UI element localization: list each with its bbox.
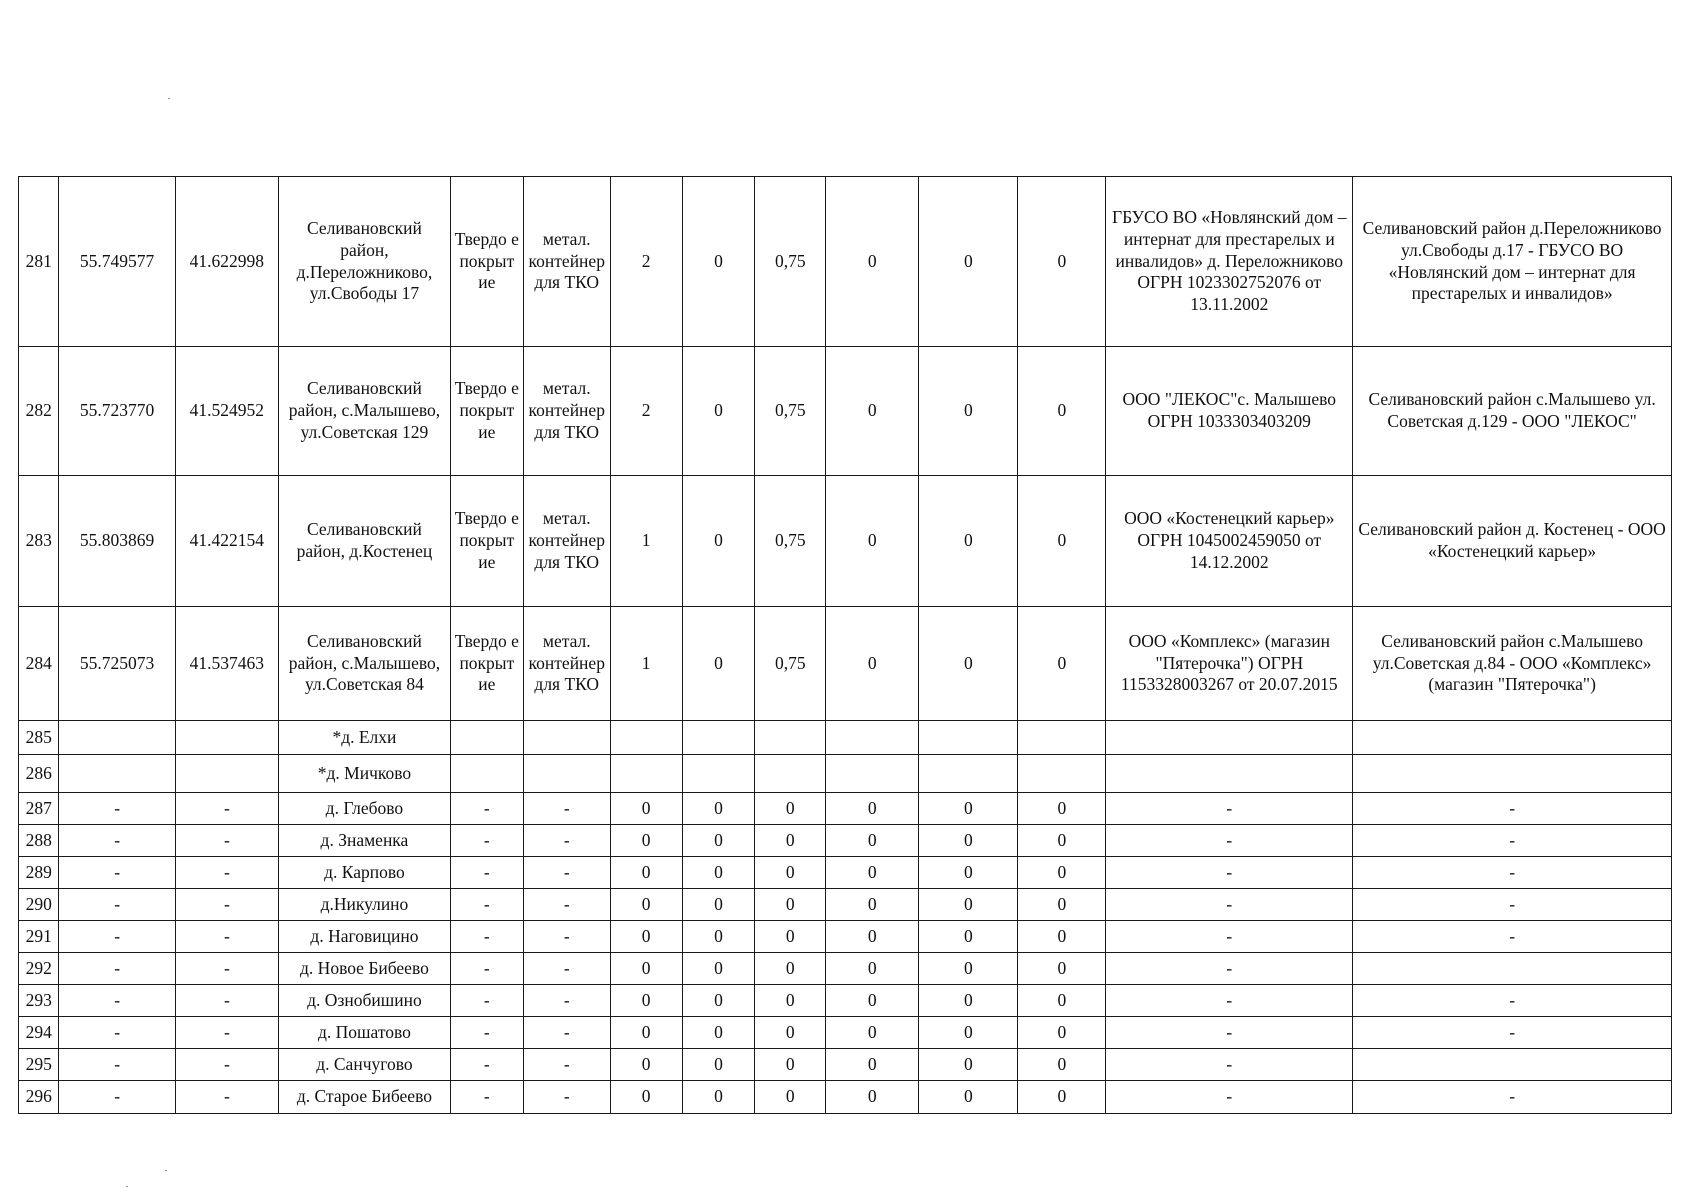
volume-cell: 0 — [755, 953, 826, 985]
table-row — [19, 607, 1672, 721]
row-number-cell: 291 — [19, 921, 59, 953]
owner-cell: - — [1106, 1081, 1353, 1114]
bunker-count-cell: 0 — [826, 347, 919, 476]
address-cell: д. Знаменка — [278, 825, 450, 857]
scan-speck — [165, 1170, 167, 1171]
address-cell: Селивановский район, с.Малышево, ул.Советская 84 — [278, 607, 450, 721]
volume-cell: 0 — [755, 889, 826, 921]
bunker-planned-cell: 0 — [919, 921, 1018, 953]
latitude-cell: 55.749577 — [59, 177, 175, 347]
bunker-volume-cell: 0 — [1018, 1017, 1106, 1049]
bunker-planned-cell — [919, 721, 1018, 755]
owner-cell: - — [1106, 985, 1353, 1017]
volume-cell: 0 — [755, 921, 826, 953]
surface-cell: - — [450, 793, 523, 825]
bunker-planned-cell: 0 — [919, 607, 1018, 721]
bunker-count-cell: 0 — [826, 857, 919, 889]
volume-cell: 0 — [755, 1081, 826, 1114]
table-row — [19, 721, 1672, 755]
surface-cell: - — [450, 1081, 523, 1114]
bunker-volume-cell — [1018, 721, 1106, 755]
bunker-count-cell: 0 — [826, 1049, 919, 1081]
surface-cell: - — [450, 953, 523, 985]
owner-cell — [1106, 755, 1353, 793]
row-number-cell: 292 — [19, 953, 59, 985]
bunker-volume-cell: 0 — [1018, 1081, 1106, 1114]
bunker-count-cell: 0 — [826, 607, 919, 721]
surface-cell: Твердо е покрыт ие — [450, 177, 523, 347]
source-cell — [1353, 755, 1672, 793]
longitude-cell: - — [175, 1081, 278, 1114]
address-cell: д. Наговицино — [278, 921, 450, 953]
containers-count-cell: 0 — [610, 1017, 682, 1049]
volume-cell — [755, 721, 826, 755]
row-number-cell: 281 — [19, 177, 59, 347]
container-type-cell: метал. контейнер для ТКО — [523, 607, 610, 721]
bunker-count-cell: 0 — [826, 476, 919, 607]
longitude-cell: 41.524952 — [175, 347, 278, 476]
source-cell: - — [1353, 1017, 1672, 1049]
source-cell: - — [1353, 985, 1672, 1017]
address-cell: д. Глебово — [278, 793, 450, 825]
containers-count-cell: 0 — [610, 953, 682, 985]
bunker-planned-cell — [919, 755, 1018, 793]
planned-count-cell — [682, 721, 755, 755]
latitude-cell — [59, 755, 175, 793]
table-row — [19, 755, 1672, 793]
container-type-cell: - — [523, 825, 610, 857]
latitude-cell: - — [59, 1017, 175, 1049]
address-cell: д. Пошатово — [278, 1017, 450, 1049]
owner-cell: - — [1106, 825, 1353, 857]
surface-cell: - — [450, 921, 523, 953]
owner-cell: - — [1106, 793, 1353, 825]
table-row — [19, 1081, 1672, 1114]
volume-cell: 0,75 — [755, 476, 826, 607]
table-body — [19, 177, 1672, 1114]
planned-count-cell: 0 — [682, 607, 755, 721]
source-cell: Селивановский район с.Малышево ул.Советская д.84 - ООО «Комплекс» (магазин "Пятерочка") — [1353, 607, 1672, 721]
table-row — [19, 825, 1672, 857]
latitude-cell: 55.725073 — [59, 607, 175, 721]
containers-count-cell: 1 — [610, 607, 682, 721]
bunker-volume-cell: 0 — [1018, 889, 1106, 921]
address-cell: *д. Елхи — [278, 721, 450, 755]
owner-cell: - — [1106, 889, 1353, 921]
source-cell: Селивановский район с.Малышево ул. Советская д.129 - ООО "ЛЕКОС" — [1353, 347, 1672, 476]
bunker-planned-cell: 0 — [919, 889, 1018, 921]
longitude-cell: - — [175, 1017, 278, 1049]
bunker-planned-cell: 0 — [919, 177, 1018, 347]
container-type-cell: - — [523, 921, 610, 953]
containers-count-cell: 0 — [610, 1081, 682, 1114]
bunker-volume-cell: 0 — [1018, 476, 1106, 607]
address-cell: д. Новое Бибеево — [278, 953, 450, 985]
longitude-cell — [175, 755, 278, 793]
row-number-cell: 293 — [19, 985, 59, 1017]
latitude-cell: - — [59, 1081, 175, 1114]
surface-cell: - — [450, 825, 523, 857]
address-cell: Селивановский район, д.Переложниково, ул.Свободы 17 — [278, 177, 450, 347]
container-type-cell: - — [523, 1049, 610, 1081]
table-row — [19, 1049, 1672, 1081]
containers-count-cell: 0 — [610, 889, 682, 921]
planned-count-cell — [682, 755, 755, 793]
planned-count-cell: 0 — [682, 177, 755, 347]
planned-count-cell: 0 — [682, 985, 755, 1017]
volume-cell: 0 — [755, 1049, 826, 1081]
bunker-count-cell — [826, 755, 919, 793]
latitude-cell — [59, 721, 175, 755]
planned-count-cell: 0 — [682, 857, 755, 889]
owner-cell: - — [1106, 921, 1353, 953]
containers-count-cell: 0 — [610, 985, 682, 1017]
container-type-cell — [523, 755, 610, 793]
surface-cell: Твердо е покрыт ие — [450, 607, 523, 721]
containers-count-cell: 2 — [610, 177, 682, 347]
bunker-count-cell: 0 — [826, 825, 919, 857]
container-type-cell: - — [523, 857, 610, 889]
container-type-cell: - — [523, 985, 610, 1017]
latitude-cell: - — [59, 857, 175, 889]
table-row — [19, 476, 1672, 607]
row-number-cell: 289 — [19, 857, 59, 889]
containers-count-cell — [610, 721, 682, 755]
source-cell: - — [1353, 889, 1672, 921]
bunker-volume-cell — [1018, 755, 1106, 793]
container-type-cell: - — [523, 953, 610, 985]
table-row — [19, 857, 1672, 889]
planned-count-cell: 0 — [682, 889, 755, 921]
longitude-cell: - — [175, 793, 278, 825]
volume-cell: 0 — [755, 825, 826, 857]
bunker-count-cell: 0 — [826, 1017, 919, 1049]
containers-count-cell: 1 — [610, 476, 682, 607]
bunker-count-cell: 0 — [826, 985, 919, 1017]
row-number-cell: 286 — [19, 755, 59, 793]
bunker-planned-cell: 0 — [919, 347, 1018, 476]
latitude-cell: 55.803869 — [59, 476, 175, 607]
longitude-cell: 41.622998 — [175, 177, 278, 347]
bunker-count-cell: 0 — [826, 921, 919, 953]
surface-cell — [450, 721, 523, 755]
longitude-cell: 41.537463 — [175, 607, 278, 721]
containers-count-cell — [610, 755, 682, 793]
table-row — [19, 177, 1672, 347]
bunker-volume-cell: 0 — [1018, 857, 1106, 889]
table-row — [19, 953, 1672, 985]
source-cell: - — [1353, 825, 1672, 857]
longitude-cell — [175, 721, 278, 755]
source-cell: - — [1353, 793, 1672, 825]
source-cell: - — [1353, 857, 1672, 889]
surface-cell: Твердо е покрыт ие — [450, 476, 523, 607]
bunker-volume-cell: 0 — [1018, 825, 1106, 857]
bunker-volume-cell: 0 — [1018, 347, 1106, 476]
latitude-cell: - — [59, 953, 175, 985]
container-sites-table — [18, 176, 1672, 1114]
row-number-cell: 294 — [19, 1017, 59, 1049]
bunker-volume-cell: 0 — [1018, 985, 1106, 1017]
row-number-cell: 295 — [19, 1049, 59, 1081]
table-row — [19, 985, 1672, 1017]
source-cell — [1353, 953, 1672, 985]
bunker-count-cell: 0 — [826, 953, 919, 985]
row-number-cell: 288 — [19, 825, 59, 857]
owner-cell: ООО "ЛЕКОС"с. Малышево ОГРН 1033303403209 — [1106, 347, 1353, 476]
surface-cell: - — [450, 857, 523, 889]
owner-cell — [1106, 721, 1353, 755]
surface-cell: - — [450, 1017, 523, 1049]
bunker-count-cell: 0 — [826, 793, 919, 825]
row-number-cell: 283 — [19, 476, 59, 607]
bunker-planned-cell: 0 — [919, 476, 1018, 607]
volume-cell: 0 — [755, 793, 826, 825]
surface-cell: - — [450, 985, 523, 1017]
table-row — [19, 921, 1672, 953]
row-number-cell: 282 — [19, 347, 59, 476]
volume-cell: 0 — [755, 985, 826, 1017]
bunker-volume-cell: 0 — [1018, 953, 1106, 985]
source-cell — [1353, 721, 1672, 755]
surface-cell: - — [450, 1049, 523, 1081]
volume-cell: 0,75 — [755, 607, 826, 721]
volume-cell: 0 — [755, 857, 826, 889]
surface-cell: - — [450, 889, 523, 921]
container-type-cell: метал. контейнер для ТКО — [523, 476, 610, 607]
bunker-volume-cell: 0 — [1018, 921, 1106, 953]
row-number-cell: 287 — [19, 793, 59, 825]
scan-speck — [126, 1186, 128, 1187]
bunker-planned-cell: 0 — [919, 793, 1018, 825]
bunker-planned-cell: 0 — [919, 985, 1018, 1017]
longitude-cell: 41.422154 — [175, 476, 278, 607]
containers-count-cell: 0 — [610, 921, 682, 953]
container-type-cell — [523, 721, 610, 755]
row-number-cell: 285 — [19, 721, 59, 755]
bunker-count-cell: 0 — [826, 177, 919, 347]
planned-count-cell: 0 — [682, 953, 755, 985]
source-cell: - — [1353, 1081, 1672, 1114]
planned-count-cell: 0 — [682, 1049, 755, 1081]
container-type-cell: метал. контейнер для ТКО — [523, 347, 610, 476]
address-cell: д. Санчугово — [278, 1049, 450, 1081]
bunker-planned-cell: 0 — [919, 953, 1018, 985]
table-row — [19, 889, 1672, 921]
bunker-volume-cell: 0 — [1018, 793, 1106, 825]
table-row — [19, 793, 1672, 825]
planned-count-cell: 0 — [682, 921, 755, 953]
latitude-cell: - — [59, 1049, 175, 1081]
bunker-planned-cell: 0 — [919, 825, 1018, 857]
planned-count-cell: 0 — [682, 1017, 755, 1049]
owner-cell: - — [1106, 857, 1353, 889]
latitude-cell: - — [59, 825, 175, 857]
address-cell: д. Старое Бибеево — [278, 1081, 450, 1114]
bunker-planned-cell: 0 — [919, 857, 1018, 889]
source-cell: Селивановский район д.Переложниково ул.Свободы д.17 - ГБУСО ВО «Новлянский дом – интернат для престарелых и инвалидов» — [1353, 177, 1672, 347]
bunker-planned-cell: 0 — [919, 1049, 1018, 1081]
bunker-count-cell: 0 — [826, 1081, 919, 1114]
containers-count-cell: 2 — [610, 347, 682, 476]
owner-cell: ООО «Комплекс» (магазин "Пятерочка") ОГРН 1153328003267 от 20.07.2015 — [1106, 607, 1353, 721]
volume-cell: 0 — [755, 1017, 826, 1049]
source-cell: Селивановский район д. Костенец - ООО «Костенецкий карьер» — [1353, 476, 1672, 607]
containers-count-cell: 0 — [610, 857, 682, 889]
row-number-cell: 284 — [19, 607, 59, 721]
table-row — [19, 1017, 1672, 1049]
latitude-cell: 55.723770 — [59, 347, 175, 476]
containers-count-cell: 0 — [610, 1049, 682, 1081]
planned-count-cell: 0 — [682, 825, 755, 857]
source-cell: - — [1353, 921, 1672, 953]
source-cell — [1353, 1049, 1672, 1081]
address-cell: Селивановский район, д.Костенец — [278, 476, 450, 607]
bunker-count-cell: 0 — [826, 889, 919, 921]
bunker-volume-cell: 0 — [1018, 607, 1106, 721]
address-cell: Селивановский район, с.Малышево, ул.Советская 129 — [278, 347, 450, 476]
container-type-cell: метал. контейнер для ТКО — [523, 177, 610, 347]
bunker-volume-cell: 0 — [1018, 177, 1106, 347]
owner-cell: - — [1106, 953, 1353, 985]
row-number-cell: 296 — [19, 1081, 59, 1114]
latitude-cell: - — [59, 985, 175, 1017]
latitude-cell: - — [59, 921, 175, 953]
longitude-cell: - — [175, 889, 278, 921]
volume-cell — [755, 755, 826, 793]
container-type-cell: - — [523, 1081, 610, 1114]
address-cell: д. Карпово — [278, 857, 450, 889]
bunker-count-cell — [826, 721, 919, 755]
owner-cell: - — [1106, 1049, 1353, 1081]
longitude-cell: - — [175, 985, 278, 1017]
table-row — [19, 347, 1672, 476]
latitude-cell: - — [59, 793, 175, 825]
longitude-cell: - — [175, 1049, 278, 1081]
latitude-cell: - — [59, 889, 175, 921]
container-type-cell: - — [523, 889, 610, 921]
container-type-cell: - — [523, 1017, 610, 1049]
owner-cell: - — [1106, 1017, 1353, 1049]
planned-count-cell: 0 — [682, 476, 755, 607]
volume-cell: 0,75 — [755, 177, 826, 347]
planned-count-cell: 0 — [682, 347, 755, 476]
container-type-cell: - — [523, 793, 610, 825]
containers-count-cell: 0 — [610, 825, 682, 857]
volume-cell: 0,75 — [755, 347, 826, 476]
row-number-cell: 290 — [19, 889, 59, 921]
owner-cell: ГБУСО ВО «Новлянский дом –интернат для престарелых и инвалидов» д. Переложниково ОГРН 1023302752076 от 13.11.2002 — [1106, 177, 1353, 347]
planned-count-cell: 0 — [682, 793, 755, 825]
planned-count-cell: 0 — [682, 1081, 755, 1114]
address-cell: *д. Мичково — [278, 755, 450, 793]
bunker-planned-cell: 0 — [919, 1017, 1018, 1049]
scan-speck — [168, 98, 170, 99]
bunker-planned-cell: 0 — [919, 1081, 1018, 1114]
longitude-cell: - — [175, 825, 278, 857]
address-cell: д. Ознобишино — [278, 985, 450, 1017]
containers-count-cell: 0 — [610, 793, 682, 825]
longitude-cell: - — [175, 921, 278, 953]
longitude-cell: - — [175, 953, 278, 985]
bunker-volume-cell: 0 — [1018, 1049, 1106, 1081]
owner-cell: ООО «Костенецкий карьер» ОГРН 1045002459050 от 14.12.2002 — [1106, 476, 1353, 607]
longitude-cell: - — [175, 857, 278, 889]
surface-cell: Твердо е покрыт ие — [450, 347, 523, 476]
surface-cell — [450, 755, 523, 793]
address-cell: д.Никулино — [278, 889, 450, 921]
